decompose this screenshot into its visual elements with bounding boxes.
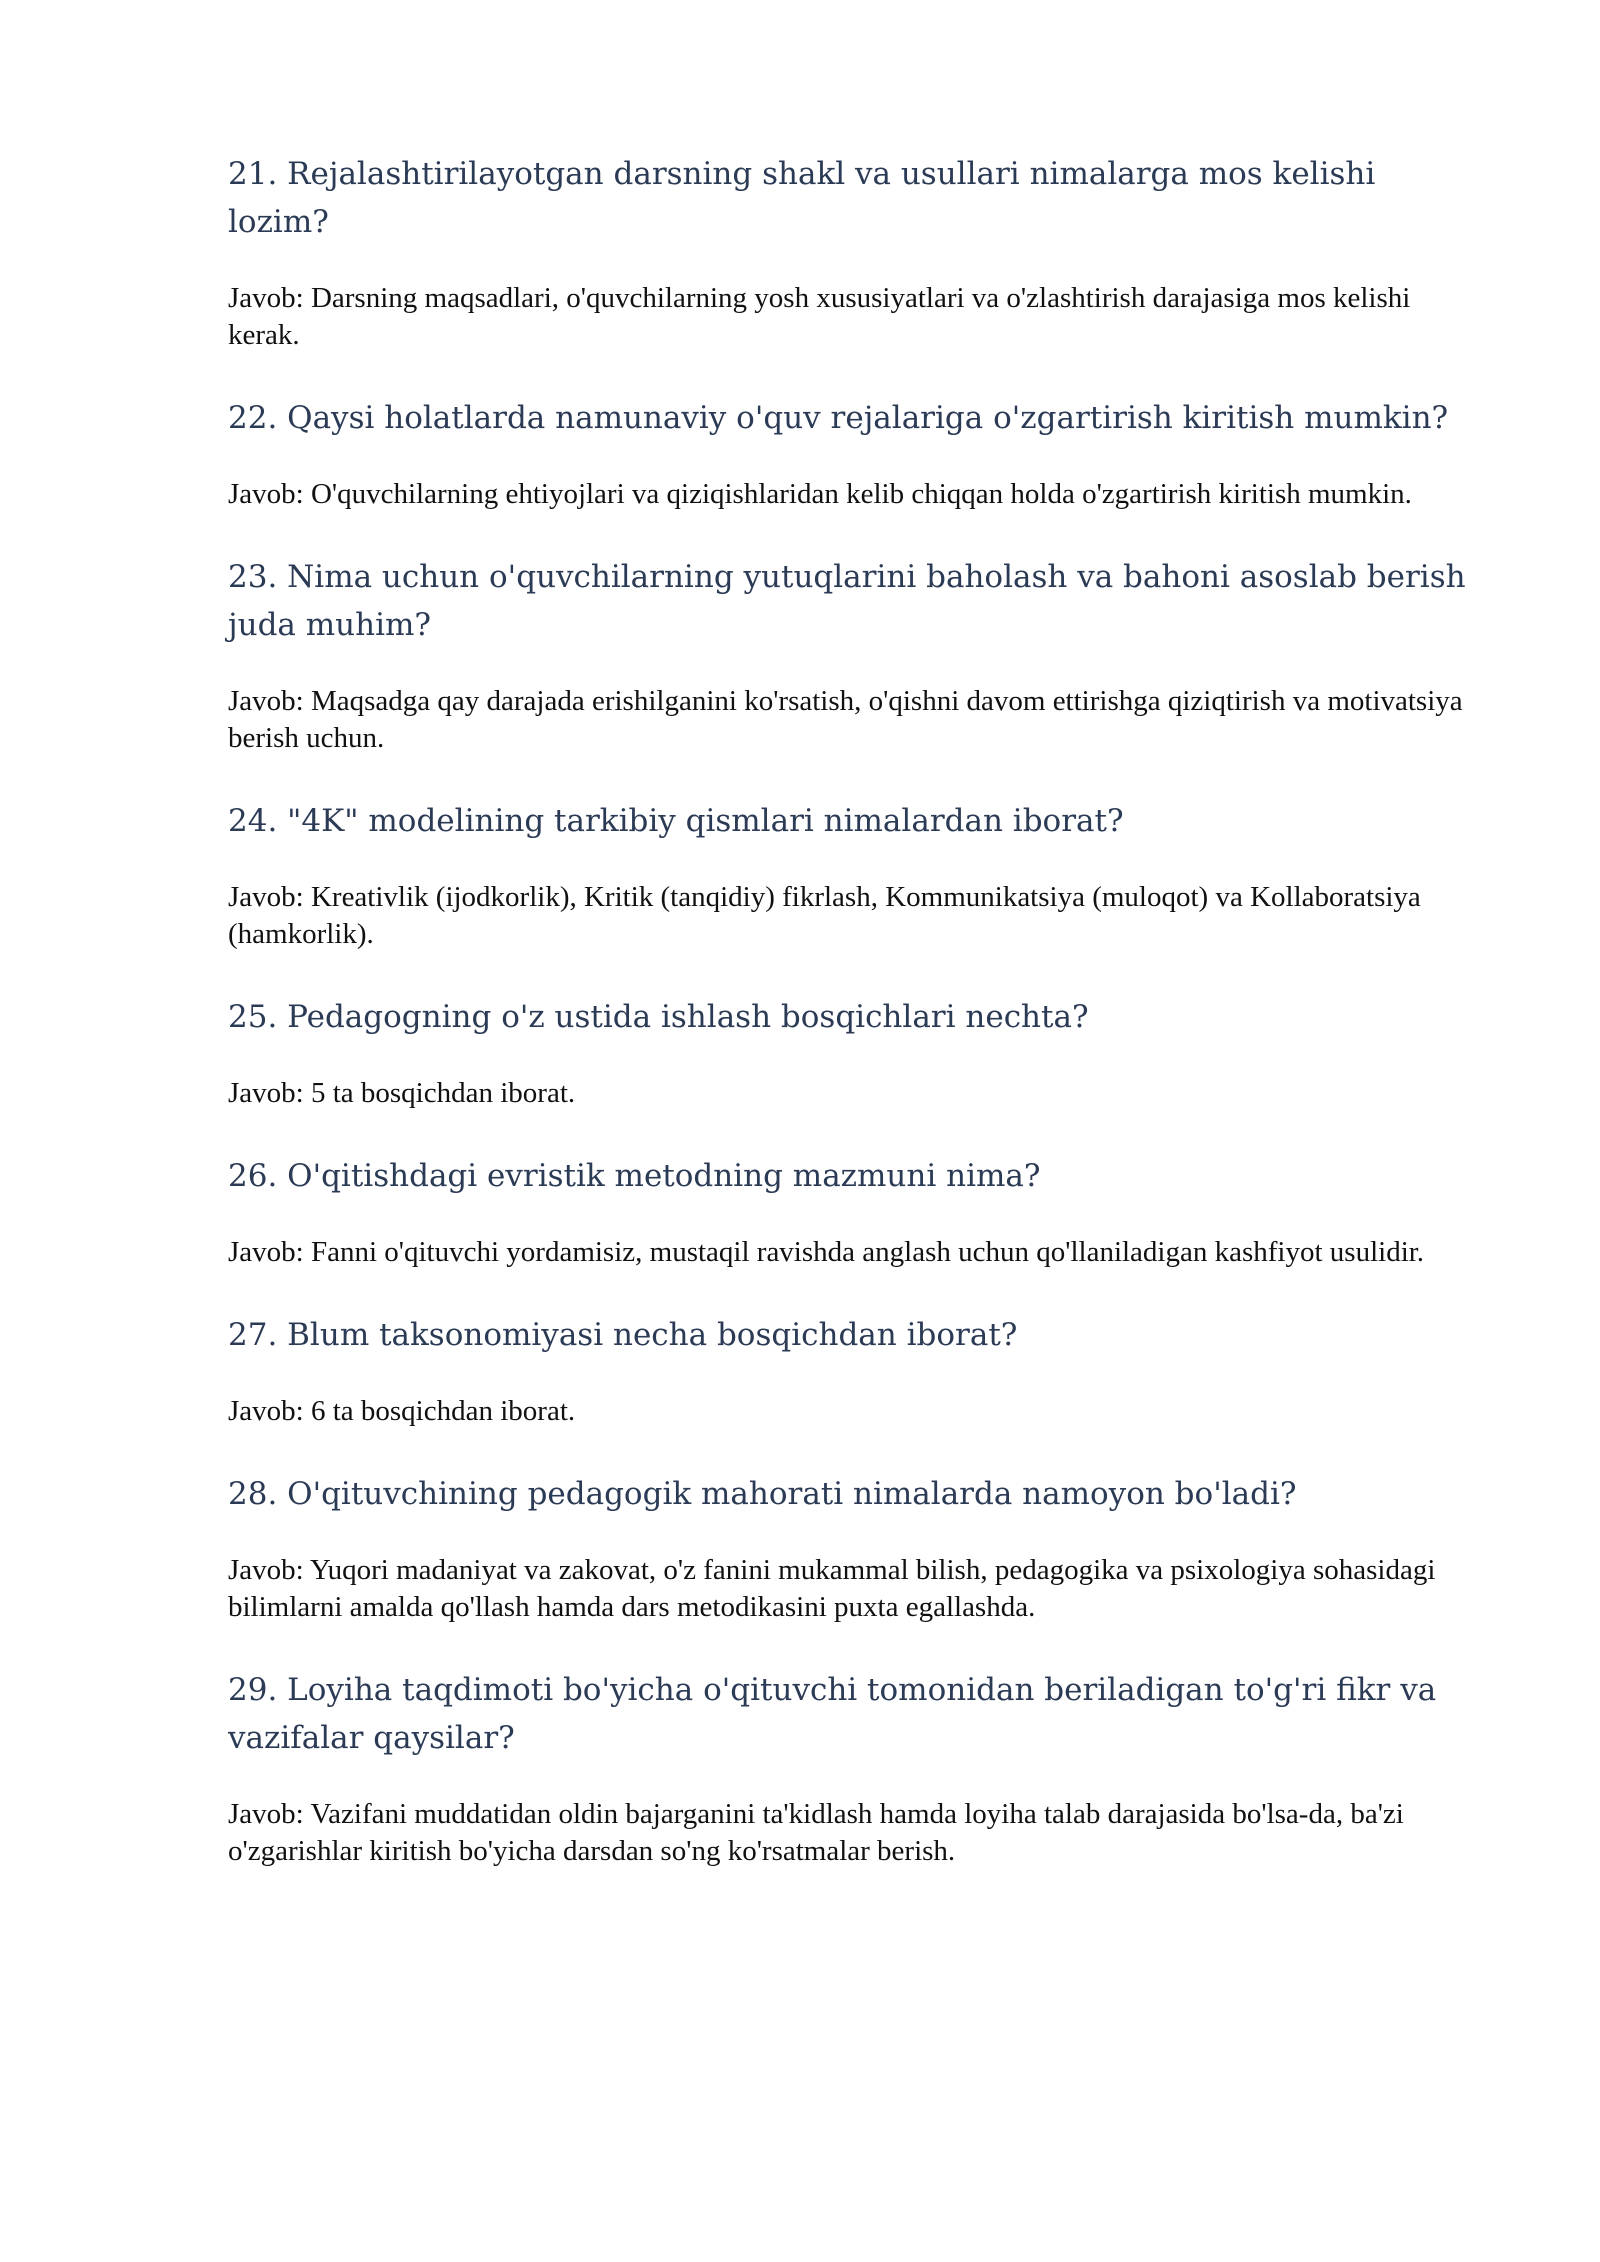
qa-item-23 <box>228 553 1478 757</box>
answer-23: Javob: Maqsadga qay darajada erishilganini ko'rsatish, o'qishni davom ettirishga qiziqtirish va motivatsiya berish uchun. <box>228 685 1463 754</box>
question-25: 25. Pedagogning o'z ustida ishlash bosqichlari nechta? <box>228 999 1089 1035</box>
qa-item-25 <box>228 993 1478 1112</box>
answer-21: Javob: Darsning maqsadlari, o'quvchilarning yosh xususiyatlari va o'zlashtirish darajasiga mos kelishi kerak. <box>228 282 1411 351</box>
answer-25: Javob: 5 ta bosqichdan iborat. <box>228 1077 576 1109</box>
answer-24: Javob: Kreativlik (ijodkorlik), Kritik (tanqidiy) fikrlash, Kommunikatsiya (muloqot) va Kollaboratsiya (hamkorlik). <box>228 881 1421 950</box>
answer-29: Javob: Vazifani muddatidan oldin bajarganini ta'kidlash hamda loyiha talab darajasida bo'lsa-da, ba'zi o'zgarishlar kiritish bo'yicha darsdan so'ng ko'rsatmalar berish. <box>228 1798 1404 1867</box>
answer-22: Javob: O'quvchilarning ehtiyojlari va qiziqishlaridan kelib chiqqan holda o'zgartirish kiritish mumkin. <box>228 478 1412 510</box>
answer-28: Javob: Yuqori madaniyat va zakovat, o'z fanini mukammal bilish, pedagogika va psixologiya sohasidagi bilimlarni amalda qo'llash hamda dars metodikasini puxta egallashda. <box>228 1554 1436 1623</box>
answer-27: Javob: 6 ta bosqichdan iborat. <box>228 1395 576 1427</box>
qa-item-28 <box>228 1470 1478 1626</box>
qa-item-22 <box>228 394 1478 513</box>
qa-item-29 <box>228 1666 1478 1870</box>
qa-item-24 <box>228 797 1478 953</box>
question-28: 28. O'qituvchining pedagogik mahorati nimalarda namoyon bo'ladi? <box>228 1476 1297 1512</box>
document-page <box>228 150 1478 1910</box>
question-29: 29. Loyiha taqdimoti bo'yicha o'qituvchi tomonidan beriladigan to'g'ri fikr va vazifalar qaysilar? <box>228 1672 1437 1756</box>
question-21: 21. Rejalashtirilayotgan darsning shakl va usullari nimalarga mos kelishi lozim? <box>228 156 1376 240</box>
question-24: 24. "4K" modelining tarkibiy qismlari nimalardan iborat? <box>228 803 1124 839</box>
question-27: 27. Blum taksonomiyasi necha bosqichdan iborat? <box>228 1317 1018 1353</box>
qa-item-27 <box>228 1311 1478 1430</box>
answer-26: Javob: Fanni o'qituvchi yordamisiz, mustaqil ravishda anglash uchun qo'llaniladigan kashfiyot usulidir. <box>228 1236 1425 1268</box>
question-23: 23. Nima uchun o'quvchilarning yutuqlarini baholash va bahoni asoslab berish juda muhim? <box>228 559 1466 643</box>
question-22: 22. Qaysi holatlarda namunaviy o'quv rejalariga o'zgartirish kiritish mumkin? <box>228 400 1449 436</box>
qa-item-21 <box>228 150 1478 354</box>
qa-item-26 <box>228 1152 1478 1271</box>
question-26: 26. O'qitishdagi evristik metodning mazmuni nima? <box>228 1158 1041 1194</box>
